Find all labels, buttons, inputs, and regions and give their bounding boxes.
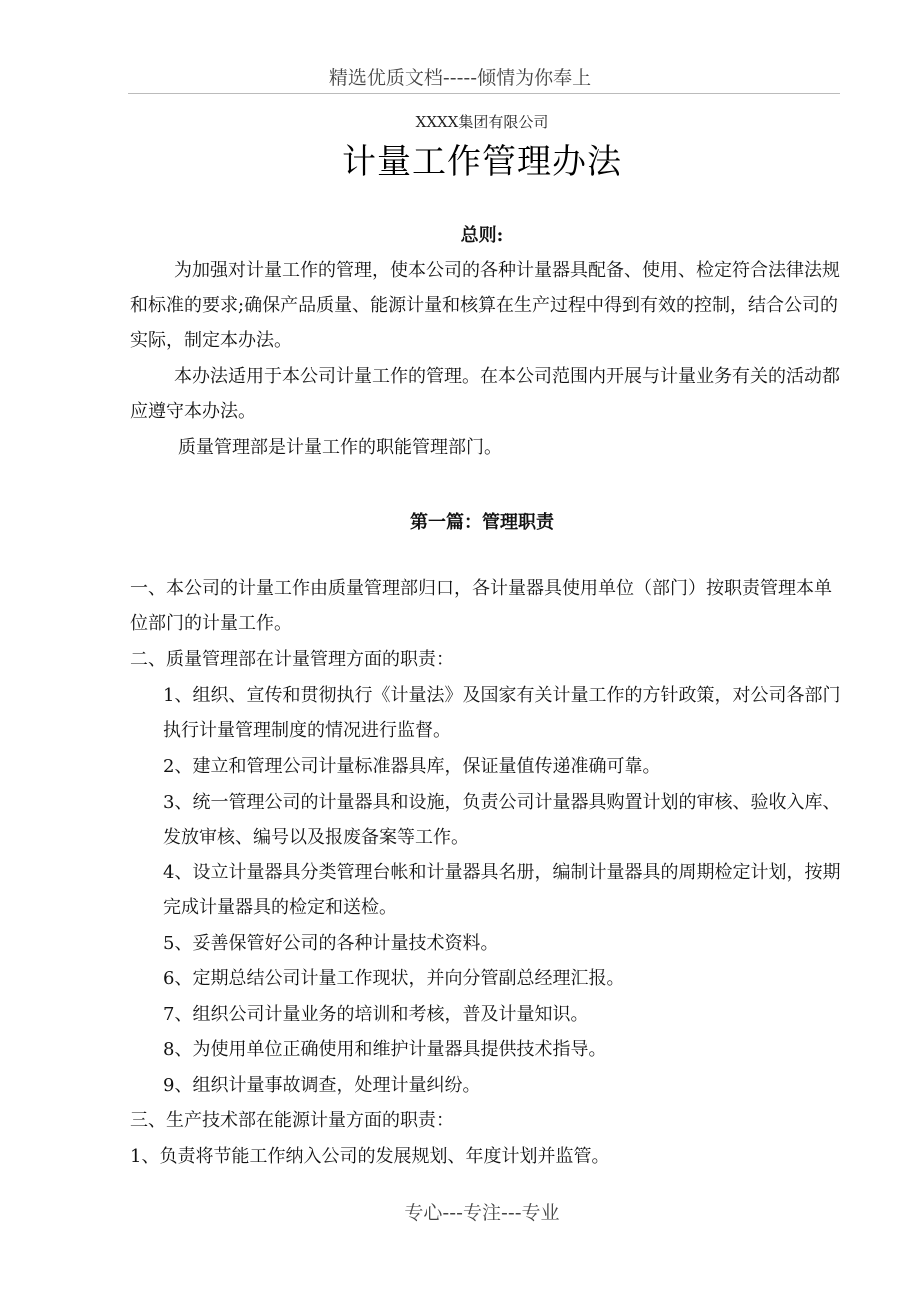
sub-list-item: 7、组织公司计量业务的培训和考核，普及计量知识。: [163, 1004, 589, 1025]
sub-list-item: 4、设立计量器具分类管理台帐和计量器具名册，编制计量器具的周期检定计划，按期完成计量器具的检定和送检。: [163, 862, 841, 918]
list-item: 二、质量管理部在计量管理方面的职责：: [130, 649, 454, 670]
header-divider: [128, 93, 840, 94]
list-item: 三、生产技术部在能源计量方面的职责：: [130, 1110, 454, 1131]
sub-list-item: 1、组织、宣传和贯彻执行《计量法》及国家有关计量工作的方针政策，对公司各部门执行计量管理制度的情况进行监督。: [163, 685, 841, 741]
list-item: 一、本公司的计量工作由质量管理部归口，各计量器具使用单位（部门）按职责管理本单位部门的计量工作。: [130, 578, 832, 634]
sub-list-item: 6、定期总结公司计量工作现状，并向分管副总经理汇报。: [163, 968, 625, 989]
document-title: 计量工作管理办法: [342, 142, 622, 182]
company-name: XXXX集团有限公司: [415, 113, 549, 131]
sub-list-item: 9、组织计量事故调查，处理计量纠纷。: [163, 1075, 481, 1096]
page-footer: 专心---专注---专业: [404, 1202, 560, 1224]
part1-heading: 第一篇：管理职责: [410, 512, 554, 533]
general-paragraph: 质量管理部是计量工作的职能管理部门。: [178, 437, 502, 458]
sub-list-item: 2、建立和管理公司计量标准器具库，保证量值传递准确可靠。: [163, 756, 661, 777]
page-header: 精选优质文档-----倾情为你奉上: [328, 67, 592, 89]
sub-list-item: 5、妥善保管好公司的各种计量技术资料。: [163, 933, 499, 954]
general-paragraph: 为加强对计量工作的管理，使本公司的各种计量器具配备、使用、检定符合法律法规和标准的要求;确保产品质量、能源计量和核算在生产过程中得到有效的控制，结合公司的实际，制定本办法。: [130, 260, 840, 351]
sub-list-item: 3、统一管理公司的计量器具和设施，负责公司计量器具购置计划的审核、验收入库、发放审核、编号以及报废备案等工作。: [163, 792, 841, 848]
sub-list-item: 1、负责将节能工作纳入公司的发展规划、年度计划并监管。: [130, 1146, 610, 1167]
sub-list-item: 8、为使用单位正确使用和维护计量器具提供技术指导。: [163, 1039, 607, 1060]
general-paragraph: 本办法适用于本公司计量工作的管理。在本公司范围内开展与计量业务有关的活动都应遵守本办法。: [130, 366, 840, 422]
general-heading: 总则:: [460, 225, 504, 246]
